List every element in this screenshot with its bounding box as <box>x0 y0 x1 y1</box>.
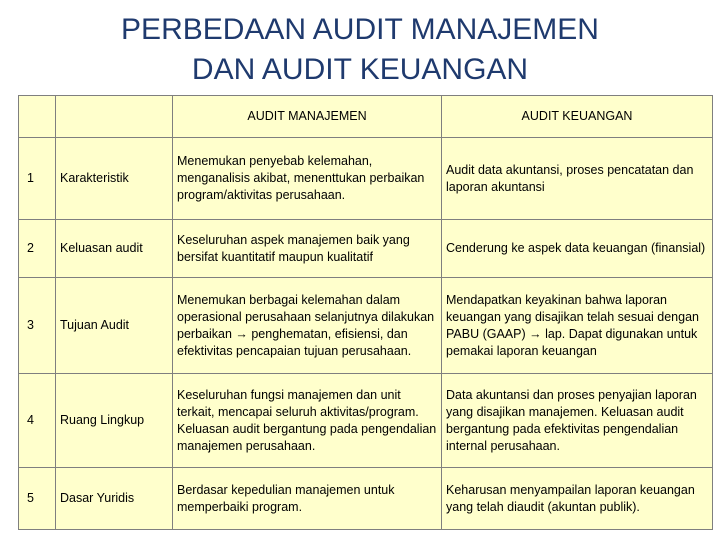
row-audit-manajemen: Keseluruhan aspek manajemen baik yang bersifat kuantitatif maupun kualitatif <box>173 220 442 278</box>
table-row <box>19 138 713 220</box>
row-audit-keuangan: Audit data akuntansi, proses pencatatan dan laporan akuntansi <box>442 138 713 220</box>
comparison-table <box>18 95 713 530</box>
row-audit-keuangan: Keharusan menyampailan laporan keuangan yang telah diaudit (akuntan publik). <box>442 468 713 530</box>
table-header-row <box>19 96 713 138</box>
title-line-1: PERBEDAAN AUDIT MANAJEMEN <box>121 13 599 46</box>
row-aspect: Dasar Yuridis <box>56 468 173 530</box>
row-aspect: Ruang Lingkup <box>56 374 173 468</box>
header-no <box>19 96 56 138</box>
row-number: 5 <box>19 468 56 530</box>
row-aspect: Keluasan audit <box>56 220 173 278</box>
row-aspect: Karakteristik <box>56 138 173 220</box>
header-audit-manajemen: AUDIT MANAJEMEN <box>173 96 442 138</box>
row-number: 2 <box>19 220 56 278</box>
table-row <box>19 374 713 468</box>
row-audit-keuangan: Mendapatkan keyakinan bahwa laporan keuangan yang disajikan telah sesuai dengan PABU (GAAP) → lap. Dapat digunakan untuk pemakai laporan keuangan <box>442 278 713 374</box>
row-audit-manajemen: Menemukan berbagai kelemahan dalam operasional perusahaan selanjutnya dilakukan perbaikan → penghematan, efisiensi, dan efektivitas pencapaian tujuan perusahaan. <box>173 278 442 374</box>
row-aspect: Tujuan Audit <box>56 278 173 374</box>
row-audit-keuangan: Data akuntansi dan proses penyajian laporan yang disajikan manajemen. Keluasan audit bergantung pada efektivitas pengendalian internal perusahaan. <box>442 374 713 468</box>
table-row <box>19 468 713 530</box>
row-number: 1 <box>19 138 56 220</box>
page-title <box>0 10 720 90</box>
row-audit-manajemen: Menemukan penyebab kelemahan, menganalisis akibat, menenttukan perbaikan program/aktivitas perusahaan. <box>173 138 442 220</box>
row-audit-manajemen: Keseluruhan fungsi manajemen dan unit terkait, mencapai seluruh aktivitas/program. Keluasan audit bergantung pada pengendalian manajemen perusahaan. <box>173 374 442 468</box>
row-number: 4 <box>19 374 56 468</box>
header-audit-keuangan: AUDIT KEUANGAN <box>442 96 713 138</box>
table-row <box>19 278 713 374</box>
row-audit-keuangan: Cenderung ke aspek data keuangan (finansial) <box>442 220 713 278</box>
header-aspect <box>56 96 173 138</box>
title-line-2: DAN AUDIT KEUANGAN <box>191 53 529 86</box>
table-row <box>19 220 713 278</box>
row-audit-manajemen: Berdasar kepedulian manajemen untuk memperbaiki program. <box>173 468 442 530</box>
row-number: 3 <box>19 278 56 374</box>
